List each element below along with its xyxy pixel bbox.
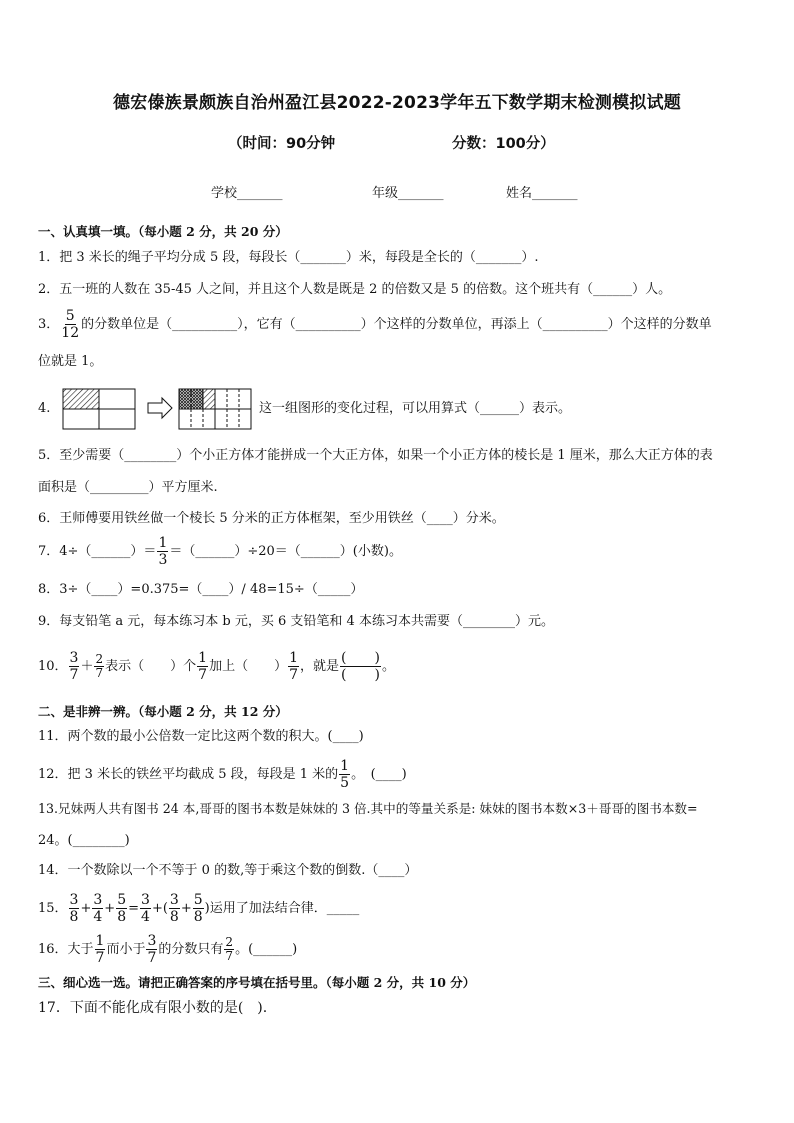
question-17: 17．下面不能化成有限小数的是( ). [38,1000,268,1016]
question-4-number: 4. [38,401,51,416]
fraction: $\frac{3}{7}$ [69,650,79,683]
fraction: $\frac{3}{4}$ [141,892,150,925]
fraction: $\frac{5}{12}$ [61,308,80,341]
question-7: 7．4÷（______）＝ $\frac{1}{3}$ ＝（______）÷20＝（______）(小数)。 [38,535,402,568]
fraction: $\frac{3}{7}$ [147,933,157,966]
fraction-blank: $\frac{( )}{( )}$ [341,650,380,683]
question-11: 11．两个数的最小公倍数一定比这两个数的积大。(____) [38,729,364,744]
question-12: 12．把 3 米长的铁丝平均截成 5 段，每段是 1 米的 $\frac{1}{5}$ 。 (____) [38,758,407,791]
question-15: 15． $\frac{3}{8}$ + $\frac{3}{4}$ + $\frac{5}{8}$ = $\frac{3}{4}$ +( $\frac{3}{8}$ + $\frac{5}{8}$ )运用了加法结合律．_____ [38,892,360,925]
fraction: $\frac{1}{5}$ [340,758,350,791]
question-10: 10． $\frac{3}{7}$ ＋ $\frac{2}{7}$ 表示（ ）个 $\frac{1}{7}$ 加上（ ） $\frac{1}{7}$ ，就是 $\frac{( )}{( )}$ 。 [38,650,395,683]
question-1: 1．把 3 米长的绳子平均分成 5 段，每段长（_______）米，每段是全长的（_______）. [38,250,539,265]
question-4-text: 这一组图形的变化过程，可以用算式（______）表示。 [259,401,572,416]
fraction-diagram [62,387,258,433]
fraction: $\frac{3}{8}$ [69,892,79,925]
fraction: $\frac{3}{8}$ [169,892,179,925]
question-6: 6．王师傅要用铁丝做一个棱长 5 分米的正方体框架，至少用铁丝（____）分米。 [38,511,505,526]
question-3 [38,308,712,341]
question-16: 16．大于 $\frac{1}{7}$ 而小于 $\frac{3}{7}$ 的分数只有 $\frac{2}{7}$ 。(______) [38,933,298,966]
question-8: 8．3÷（____）=0.375=（____）/ 48=15÷（_____） [38,582,364,597]
section-heading: 二、是非辨一辨。（每小题 2 分，共 12 分） [38,704,288,719]
exam-score: 分数：100分） [452,136,555,152]
fraction: $\frac{1}{3}$ [158,535,168,568]
fraction: $\frac{1}{7}$ [198,650,208,683]
grade-field: 年级_______ [372,186,444,201]
section-heading: 三、细心选一选。请把正确答案的序号填在括号里。（每小题 2 分，共 10 分） [38,975,476,990]
question-text: 的分数单位是（__________），它有（__________）个这样的分数单位，再添上（__________）个这样的分数单 [81,316,712,332]
page-title: 德宏傣族景颇族自治州盈江县2022-2023学年五下数学期末检测模拟试题 [113,93,681,113]
question-3-continued: 位就是 1。 [38,354,103,369]
question-5-continued: 面积是（_________）平方厘米. [38,480,218,495]
fraction: $\frac{2}{7}$ [95,652,104,680]
fraction: $\frac{1}{7}$ [289,650,298,683]
question-number: 3． [38,316,60,332]
question-13: 13.兄妹两人共有图书 24 本,哥哥的图书本数是妹妹的 3 倍.其中的等量关系是: 妹妹的图书本数×3＋哥哥的图书本数= [38,801,698,816]
fraction: $\frac{1}{7}$ [95,933,105,966]
question-13-continued: 24。(________) [38,833,130,848]
fraction: $\frac{2}{7}$ [225,935,234,963]
school-field: 学校_______ [211,186,283,201]
question-9: 9．每支铅笔 a 元，每本练习本 b 元，买 6 支铅笔和 4 本练习本共需要（________）元。 [38,614,554,629]
question-5: 5．至少需要（________）个小正方体才能拼成一个大正方体，如果一个小正方体的棱长是 1 厘米，那么大正方体的表 [38,448,713,463]
fraction: $\frac{5}{8}$ [193,892,203,925]
exam-time: （时间：90分钟 [228,136,336,152]
question-2: 2．五一班的人数在 35-45 人之间，并且这个人数是既是 2 的倍数又是 5 的倍数。这个班共有（______）人。 [38,282,672,297]
fraction: $\frac{5}{8}$ [117,892,127,925]
name-field: 姓名_______ [506,186,578,201]
section-heading: 一、认真填一填。（每小题 2 分，共 20 分） [38,224,288,239]
fraction: $\frac{3}{4}$ [93,892,103,925]
question-14: 14．一个数除以一个不等于 0 的数,等于乘这个数的倒数.（____） [38,863,418,878]
